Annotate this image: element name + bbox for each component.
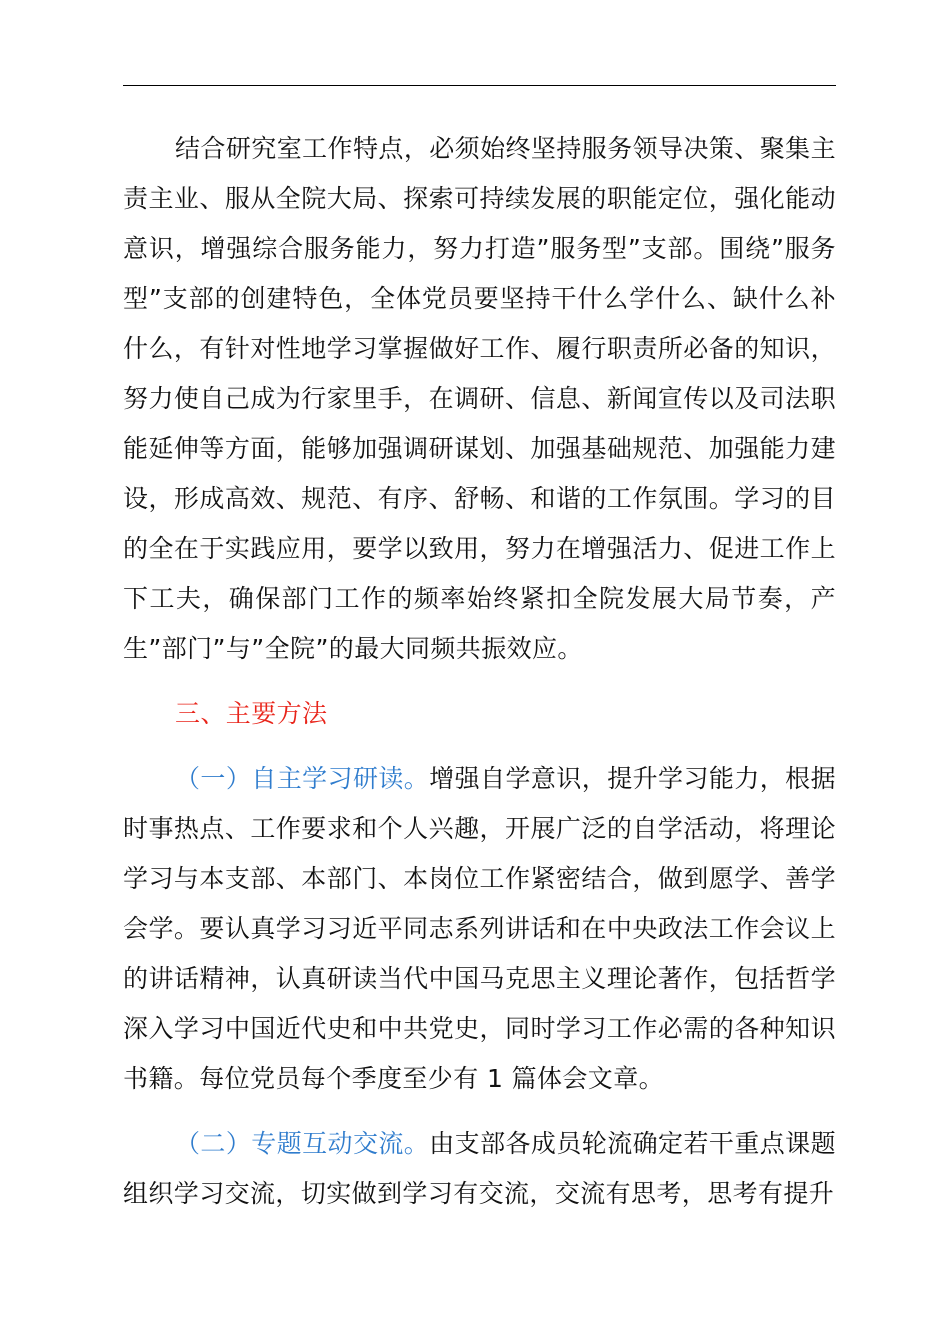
method-item-2-body: 由支部各成员轮流确定若干重点课题组织学习交流，切实做到学习有交流，交流有思考，思考有提升 — [123, 1129, 836, 1208]
method-item-1-body: 增强自学意识，提升学习能力，根据时事热点、工作要求和个人兴趣，开展广泛的自学活动，将理论学习与本支部、本部门、本岗位工作紧密结合，做到愿学、善学会学。要认真学习习近平同志系列讲话和在中央政法工作会议上的讲话精神，认真研读当代中国马克思主义理论著作，包括哲学深入学习中国近代史和中共党史，同时学习工作必需的各种知识书籍。每位党员每个季度至少有 1 篇体会文章。 — [123, 764, 836, 1093]
method-item-2-title: （二）专题互动交流。 — [175, 1129, 430, 1158]
method-item-1-title: （一）自主学习研读。 — [175, 764, 430, 793]
method-item-2 — [123, 1119, 836, 1219]
section-heading: 三、主要方法 — [175, 699, 328, 728]
body-paragraph: 结合研究室工作特点，必须始终坚持服务领导决策、聚集主责主业、服从全院大局、探索可持续发展的职能定位，强化能动意识，增强综合服务能力，努力打造”服务型”支部。围绕”服务型”支部的创建特色，全体党员要坚持干什么学什么、缺什么补什么，有针对性地学习掌握做好工作、履行职责所必备的知识，努力使自己成为行家里手，在调研、信息、新闻宣传以及司法职能延伸等方面，能够加强调研谋划、加强基础规范、加强能力建设，形成高效、规范、有序、舒畅、和谐的工作氛围。学习的目的全在于实践应用，要学以致用，努力在增强活力、促进工作上下工夫，确保部门工作的频率始终紧扣全院发展大局节奏，产生”部门”与”全院”的最大同频共振效应。 — [123, 134, 836, 663]
method-item-1 — [123, 754, 836, 1104]
document-body — [123, 124, 836, 1219]
header-rule — [123, 85, 836, 86]
